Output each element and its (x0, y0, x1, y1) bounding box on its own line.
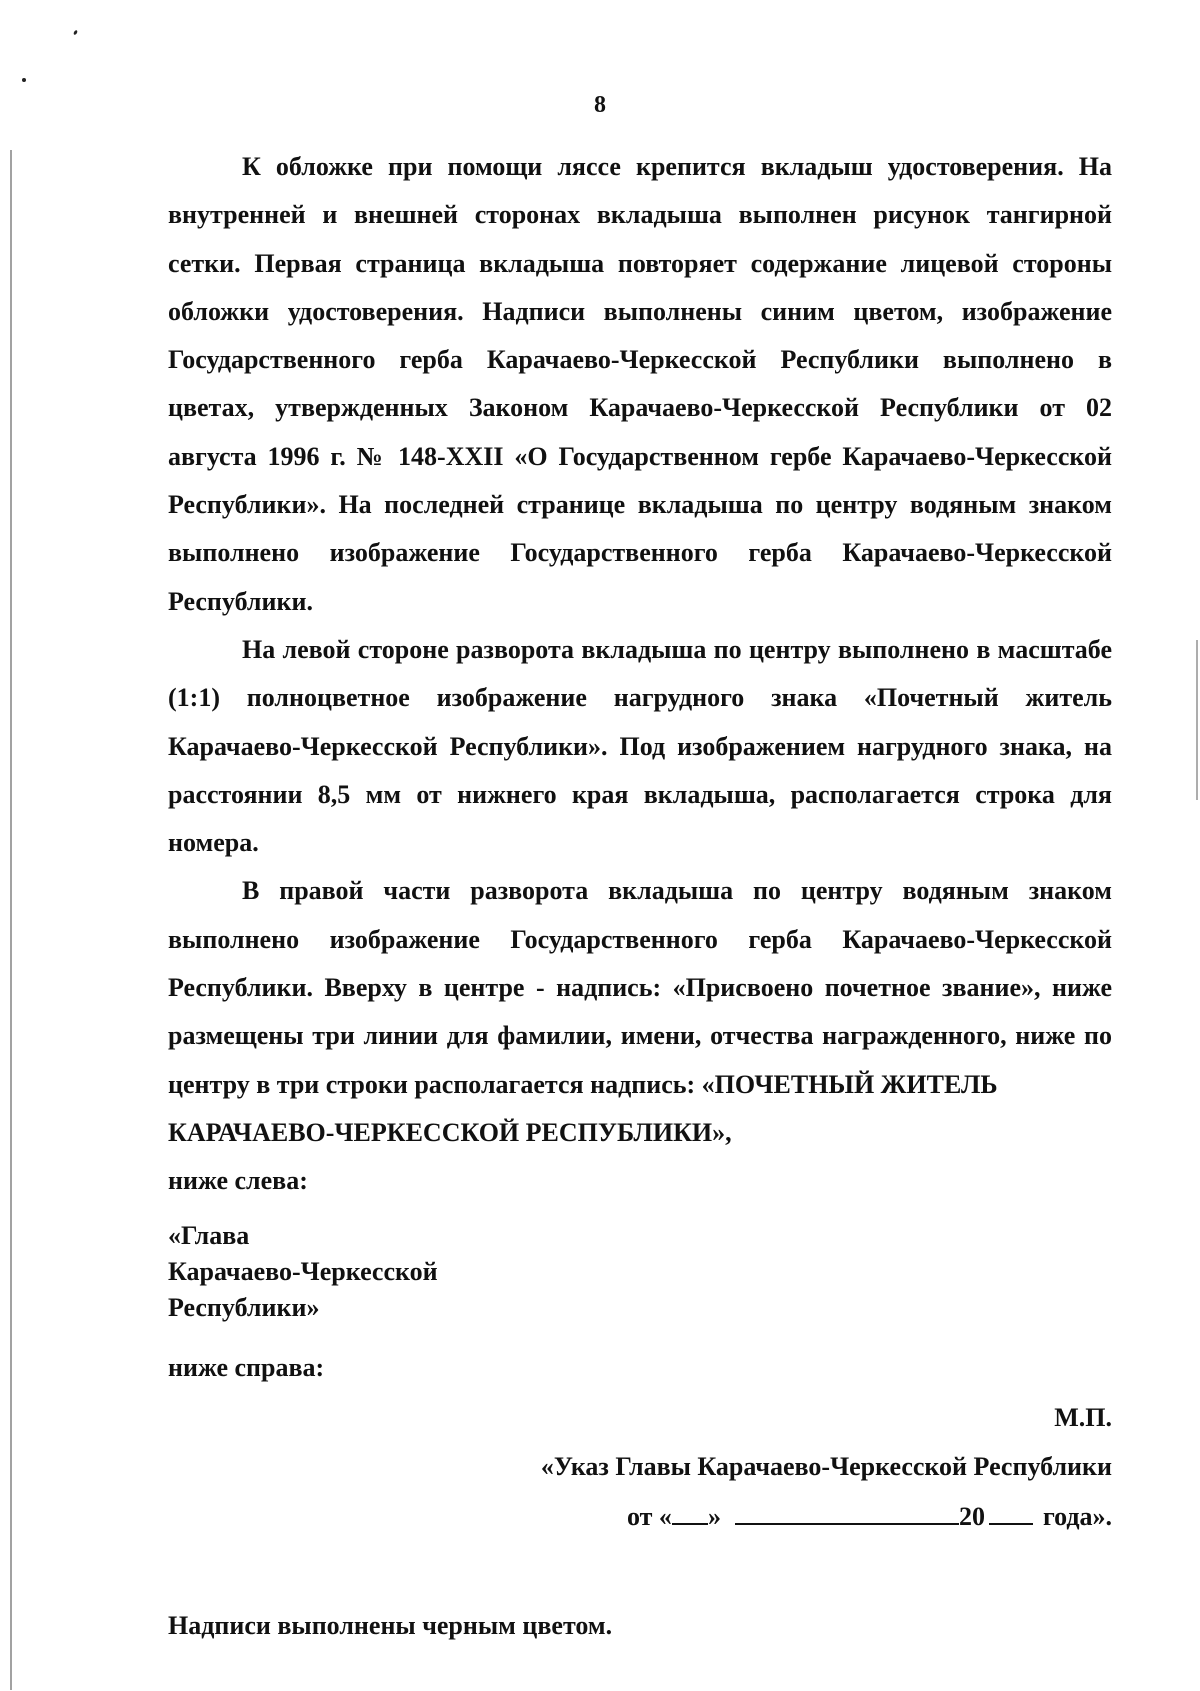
paragraph: В правой части разворота вкладыша по центру водяным знаком выполнено изображение Государственного герба Карачаево-Черкесской Республики. Вверху в центре - надпись: «Присвоено почетное звание», ниже размещены три линии для фамилии, имени, отчества награжденного, ниже по центру в три строки располагается надпись: «ПОЧЕТНЫЙ ЖИТЕЛЬ (168, 876, 1112, 1099)
year-prefix: 20 (958, 1502, 985, 1532)
caps-title-line: КАРАЧАЕВО-ЧЕРКЕССКОЙ РЕСПУБЛИКИ», (168, 1117, 732, 1147)
label-right: ниже справа: (168, 1352, 325, 1382)
scan-speck (73, 30, 78, 36)
decree-date-line (168, 1492, 1112, 1542)
month-blank (735, 1497, 959, 1525)
seal-mark: М.П. (1054, 1402, 1112, 1432)
footer-note: Надписи выполнены черным цветом. (168, 1611, 613, 1641)
paragraph: На левой стороне разворота вкладыша по центру выполнено в масштабе (1:1) полноцветное изображение нагрудного знака «Почетный житель Карачаево-Черкесской Республики». Под изображением нагрудного знака, на расстоянии 8,5 мм от нижнего края вкладыша, располагается строка для номера. (168, 634, 1112, 858)
signature-block-left (168, 1218, 1112, 1326)
decree-title: «Указ Главы Карачаево-Черкесской Республики (540, 1452, 1112, 1482)
year-blank (989, 1497, 1033, 1525)
day-blank (672, 1497, 708, 1525)
date-prefix: от « (627, 1502, 672, 1532)
paragraph: К обложке при помощи ляссе крепится вкладыш удостоверения. На внутренней и внешней сторонах вкладыша выполнен рисунок тангирной сетки. Первая страница вкладыша повторяет содержание лицевой стороны обложки удостоверения. Надписи выполнены синим цветом, изображение Государственного герба Карачаево-Черкесской Республики выполнено в цветах, утвержденных Законом Карачаево-Черкесской Республики от 02 августа 1996 г. № 148-XXII «О Государственном гербе Карачаево-Черкесской Республики». На последней странице вкладыша по центру водяным знаком выполнено изображение Государственного герба Карачаево-Черкесской Республики. (168, 152, 1112, 616)
date-close-quote: » (707, 1502, 721, 1532)
signature-line: Карачаево-Черкесской (168, 1256, 438, 1286)
document-body (168, 143, 1112, 1650)
scan-speck (22, 78, 26, 82)
signature-line: «Глава (168, 1220, 250, 1250)
signature-line: Республики» (168, 1292, 320, 1322)
page-number: 8 (594, 92, 606, 118)
scan-edge-artifact (1196, 640, 1198, 800)
date-suffix: года». (1042, 1502, 1112, 1532)
label-left: ниже слева: (168, 1166, 308, 1196)
scan-edge-artifact (10, 150, 12, 1690)
